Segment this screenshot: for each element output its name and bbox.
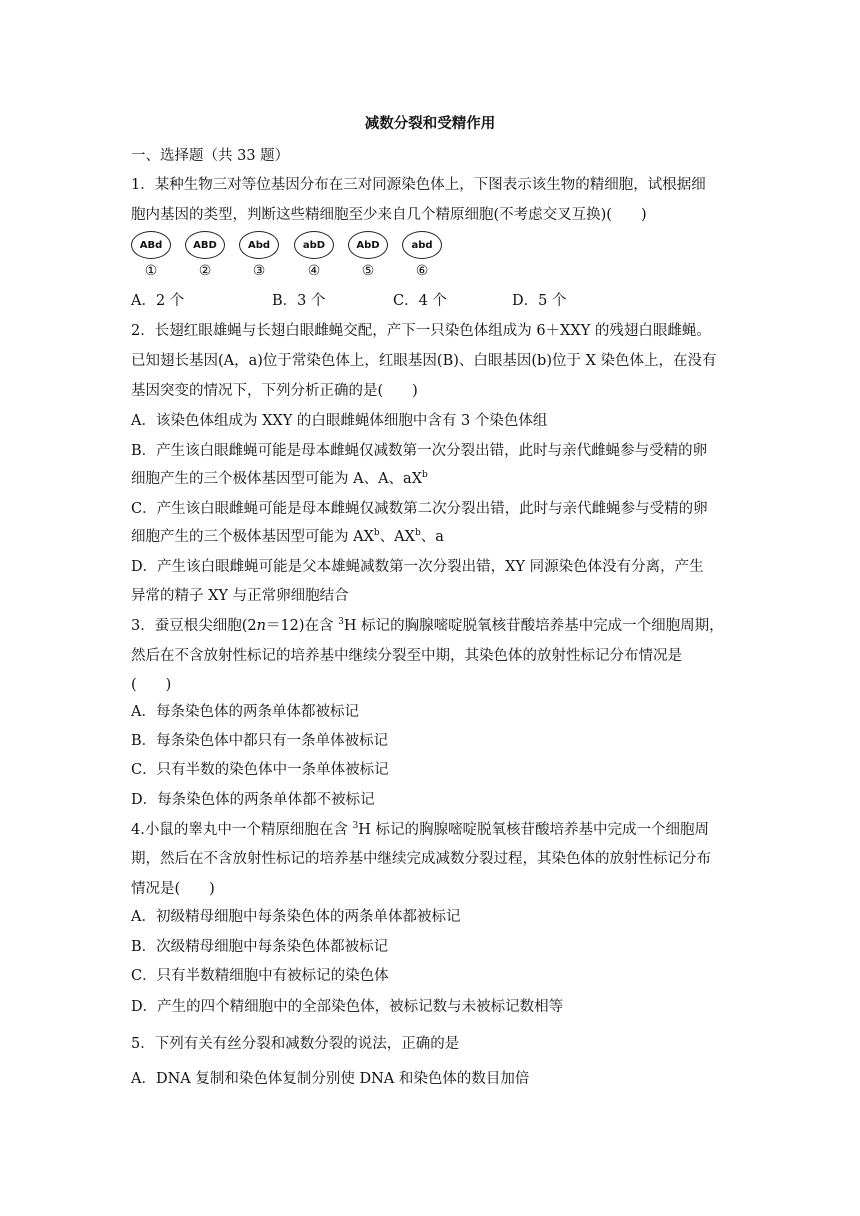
q5-option-a: A．DNA 复制和染色体复制分别使 DNA 和染色体的数目加倍 — [131, 1071, 530, 1087]
cell-genotype: abD — [294, 231, 334, 259]
q2-stem-line3: 基因突变的情况下，下列分析正确的是( ) — [131, 383, 418, 399]
page-title: 减数分裂和受精作用 — [364, 115, 496, 132]
sperm-cell-4 — [294, 231, 348, 279]
q1-option-d: D．5 个 — [512, 293, 567, 309]
sperm-cells-figure — [131, 231, 451, 285]
sperm-cell-5 — [348, 231, 402, 279]
cell-number: ⑥ — [415, 263, 429, 279]
superscript: 3 — [352, 821, 359, 832]
q3-stem-line1 — [131, 616, 731, 636]
q5-stem-line1: 5．下列有关有丝分裂和减数分裂的说法，正确的是 — [131, 1036, 460, 1052]
cell-genotype: Abd — [239, 231, 279, 259]
q3-option-d: D．每条染色体的两条单体都不被标记 — [131, 792, 375, 808]
q2-option-d-line1: D．产生该白眼雌蝇可能是父本雄蝇减数第一次分裂出错，XY 同源染色体没有分离，产生 — [131, 559, 704, 575]
superscript: b — [422, 470, 428, 481]
q4-option-b: B．次级精母细胞中每条染色体都被标记 — [131, 939, 389, 955]
sperm-cell-3 — [239, 231, 293, 279]
cell-genotype: ABd — [131, 231, 171, 259]
sperm-cell-2 — [185, 231, 239, 279]
q4-option-a: A．初级精母细胞中每条染色体的两条单体都被标记 — [131, 909, 461, 925]
q2-option-d-line2: 异常的精子 XY 与正常卵细胞结合 — [131, 588, 349, 604]
q1-option-a: A．2 个 — [131, 293, 185, 309]
text-run: 4.小鼠的睾丸中一个精原细胞在含 — [131, 822, 353, 838]
q4-option-d: D．产生的四个精细胞中的全部染色体，被标记数与未被标记数相等 — [131, 999, 564, 1015]
cell-genotype: abd — [402, 231, 442, 259]
q2-stem-line2: 已知翅长基因(A，a)位于常染色体上，红眼基因(B)、白眼基因(b)位于 X 染色体上，在没有 — [131, 353, 717, 369]
text-run: 、a — [420, 529, 444, 545]
cell-number: ⑤ — [361, 263, 375, 279]
q1-option-c: C．4 个 — [393, 293, 447, 309]
italic-variable: n — [256, 618, 266, 634]
q3-stem-line3: ( ) — [131, 677, 172, 693]
text-run: 3．蚕豆根尖细胞(2 — [131, 618, 257, 634]
q1-stem-line1: 1．某种生物三对等位基因分布在三对同源染色体上，下图表示该生物的精细胞，试根据细 — [131, 177, 706, 193]
sperm-cell-1 — [131, 231, 185, 279]
text-run: H 标记的胸腺嘧啶脱氧核苷酸培养基中完成一个细胞周期， — [343, 618, 724, 634]
text-run: ＝12)在含 — [265, 618, 339, 634]
cell-genotype: ABD — [185, 231, 225, 259]
q2-stem-line1: 2．长翅红眼雄蝇与长翅白眼雌蝇交配，产下一只染色体组成为 6＋XXY 的残翅白眼雌蝇。 — [131, 323, 711, 339]
q4-stem-line2: 期，然后在不含放射性标记的培养基中继续完成减数分裂过程，其染色体的放射性标记分布 — [131, 851, 711, 867]
sperm-cell-6 — [402, 231, 456, 279]
cell-genotype: AbD — [348, 231, 388, 259]
q3-option-a: A．每条染色体的两条单体都被标记 — [131, 704, 359, 720]
superscript: b — [373, 528, 380, 539]
text-run: 细胞产生的三个极体基因型可能为 AX — [131, 529, 374, 545]
q2-option-b-line1: B．产生该白眼雌蝇可能是母本雌蝇仅减数第一次分裂出错，此时与亲代雌蝇参与受精的卵 — [131, 443, 708, 459]
q3-stem-line2: 然后在不含放射性标记的培养基中继续分裂至中期，其染色体的放射性标记分布情况是 — [131, 648, 682, 664]
text-run: 细胞产生的三个极体基因型可能为 A、A、aX — [131, 471, 423, 487]
q2-option-c-line1: C．产生该白眼雌蝇可能是母本雌蝇仅减数第二次分裂出错，此时与亲代雌蝇参与受精的卵 — [131, 501, 708, 517]
q2-option-a: A．该染色体组成为 XXY 的白眼雌蝇体细胞中含有 3 个染色体组 — [131, 413, 548, 429]
section-heading: 一、选择题（共 33 题） — [131, 148, 290, 164]
q1-stem-line2: 胞内基因的类型，判断这些精细胞至少来自几个精原细胞(不考虑交叉互换)( ) — [131, 207, 647, 223]
q4-stem-line1 — [131, 820, 731, 840]
q3-option-c: C．只有半数的染色体中一条单体被标记 — [131, 762, 389, 778]
cell-number: ② — [198, 263, 212, 279]
cell-number: ① — [144, 263, 158, 279]
q4-stem-line3: 情况是( ) — [131, 881, 215, 897]
q4-option-c: C．只有半数精细胞中有被标记的染色体 — [131, 968, 389, 984]
superscript: b — [414, 528, 421, 539]
cell-number: ④ — [307, 263, 321, 279]
q2-option-b-line2 — [131, 469, 731, 489]
cell-number: ③ — [252, 263, 266, 279]
q2-option-c-line2 — [131, 527, 731, 547]
text-run: H 标记的胸腺嘧啶脱氧核苷酸培养基中完成一个细胞周 — [358, 822, 709, 838]
superscript: 3 — [338, 617, 344, 628]
q1-option-b: B．3 个 — [272, 293, 326, 309]
text-run: 、AX — [379, 529, 415, 545]
q3-option-b: B．每条染色体中都只有一条单体被标记 — [131, 733, 389, 749]
